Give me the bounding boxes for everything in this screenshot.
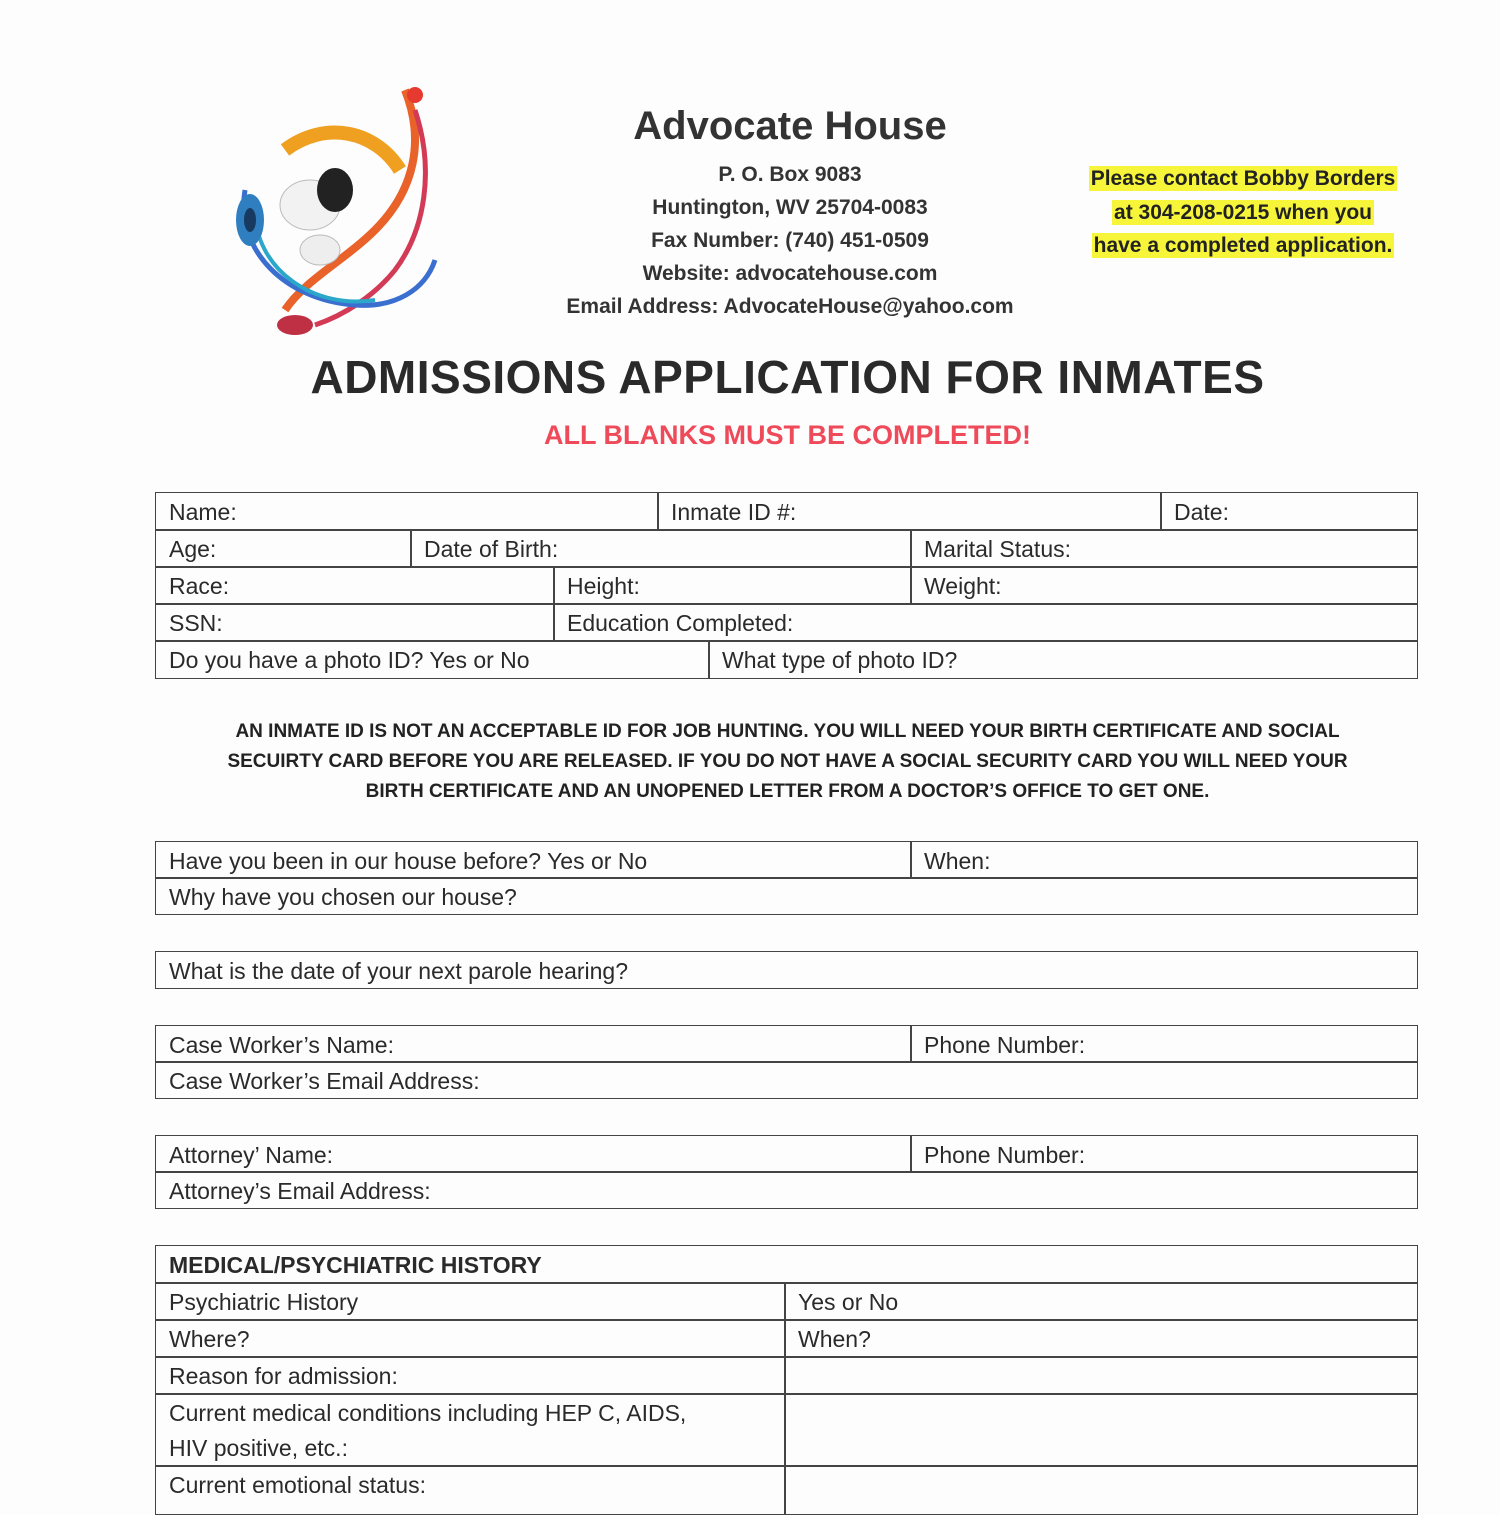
notice-line: BIRTH CERTIFICATE AND AN UNOPENED LETTER FROM A DOCTOR’S OFFICE TO GET ONE. <box>365 781 1210 802</box>
contact-note <box>1068 162 1418 263</box>
organization-address <box>540 158 1040 323</box>
medical-conditions-field[interactable] <box>784 1393 1418 1467</box>
organization-name: Advocate House <box>633 104 947 148</box>
medical-conditions-label <box>155 1393 786 1467</box>
name-field[interactable]: Name: <box>155 492 659 531</box>
inmate-id-field[interactable]: Inmate ID #: <box>657 492 1162 531</box>
reason-for-admission-field[interactable] <box>784 1356 1418 1395</box>
age-field[interactable]: Age: <box>155 529 412 568</box>
when-field[interactable]: When: <box>910 841 1418 879</box>
id-notice <box>180 717 1395 807</box>
marital-status-field[interactable]: Marital Status: <box>910 529 1418 568</box>
fax-number: Fax Number: (740) 451-0509 <box>651 229 929 252</box>
parole-hearing-field[interactable]: What is the date of your next parole hearing? <box>155 951 1418 989</box>
website[interactable]: Website: advocatehouse.com <box>642 262 938 285</box>
medical-conditions-line: Current medical conditions including HEP C, AIDS, <box>169 1400 687 1426</box>
where-label: Where? <box>155 1319 786 1358</box>
been-here-before-question[interactable]: Have you been in our house before? Yes or No <box>155 841 912 879</box>
contact-note-line: Please contact Bobby Borders <box>1090 167 1396 190</box>
attorney-name-field[interactable]: Attorney’ Name: <box>155 1135 912 1173</box>
contact-note-line: have a completed application. <box>1093 234 1393 257</box>
education-field[interactable]: Education Completed: <box>553 603 1418 642</box>
case-worker-phone-field[interactable]: Phone Number: <box>910 1025 1418 1063</box>
email-address[interactable]: Email Address: AdvocateHouse@yahoo.com <box>566 295 1014 318</box>
case-worker-email-field[interactable]: Case Worker’s Email Address: <box>155 1061 1418 1099</box>
warning-text: ALL BLANKS MUST BE COMPLETED! <box>544 420 1031 450</box>
case-worker-name-field[interactable]: Case Worker’s Name: <box>155 1025 912 1063</box>
attorney-email-field[interactable]: Attorney’s Email Address: <box>155 1171 1418 1209</box>
weight-field[interactable]: Weight: <box>910 566 1418 605</box>
psychiatric-yes-no-field[interactable]: Yes or No <box>784 1282 1418 1321</box>
page-title: ADMISSIONS APPLICATION FOR INMATES <box>310 351 1265 403</box>
photo-id-type-field[interactable]: What type of photo ID? <box>708 640 1418 679</box>
emotional-status-label: Current emotional status: <box>155 1465 786 1515</box>
date-field[interactable]: Date: <box>1160 492 1418 531</box>
ssn-field[interactable]: SSN: <box>155 603 555 642</box>
psychiatric-history-label: Psychiatric History <box>155 1282 786 1321</box>
race-field[interactable]: Race: <box>155 566 555 605</box>
notice-line: SECUIRTY CARD BEFORE YOU ARE RELEASED. IF YOU DO NOT HAVE A SOCIAL SECURITY CARD YOU WILL NEED YOUR <box>227 751 1348 772</box>
why-chosen-field[interactable]: Why have you chosen our house? <box>155 877 1418 915</box>
attorney-phone-field[interactable]: Phone Number: <box>910 1135 1418 1173</box>
emotional-status-field[interactable] <box>784 1465 1418 1515</box>
when-psych-field[interactable]: When? <box>784 1319 1418 1358</box>
dob-field[interactable]: Date of Birth: <box>410 529 912 568</box>
height-field[interactable]: Height: <box>553 566 912 605</box>
reason-for-admission-label: Reason for admission: <box>155 1356 786 1395</box>
contact-note-line: at 304-208-0215 when you <box>1114 200 1372 224</box>
address-line: P. O. Box 9083 <box>718 163 862 186</box>
phoenix-logo <box>225 80 465 340</box>
medical-history-heading: MEDICAL/PSYCHIATRIC HISTORY <box>155 1245 1418 1284</box>
address-line: Huntington, WV 25704-0083 <box>652 196 928 219</box>
medical-conditions-line: HIV positive, etc.: <box>169 1435 348 1461</box>
photo-id-question[interactable]: Do you have a photo ID? Yes or No <box>155 640 710 679</box>
notice-line: AN INMATE ID IS NOT AN ACCEPTABLE ID FOR JOB HUNTING. YOU WILL NEED YOUR BIRTH CERTIFICATE AND SOCIAL <box>235 721 1340 742</box>
